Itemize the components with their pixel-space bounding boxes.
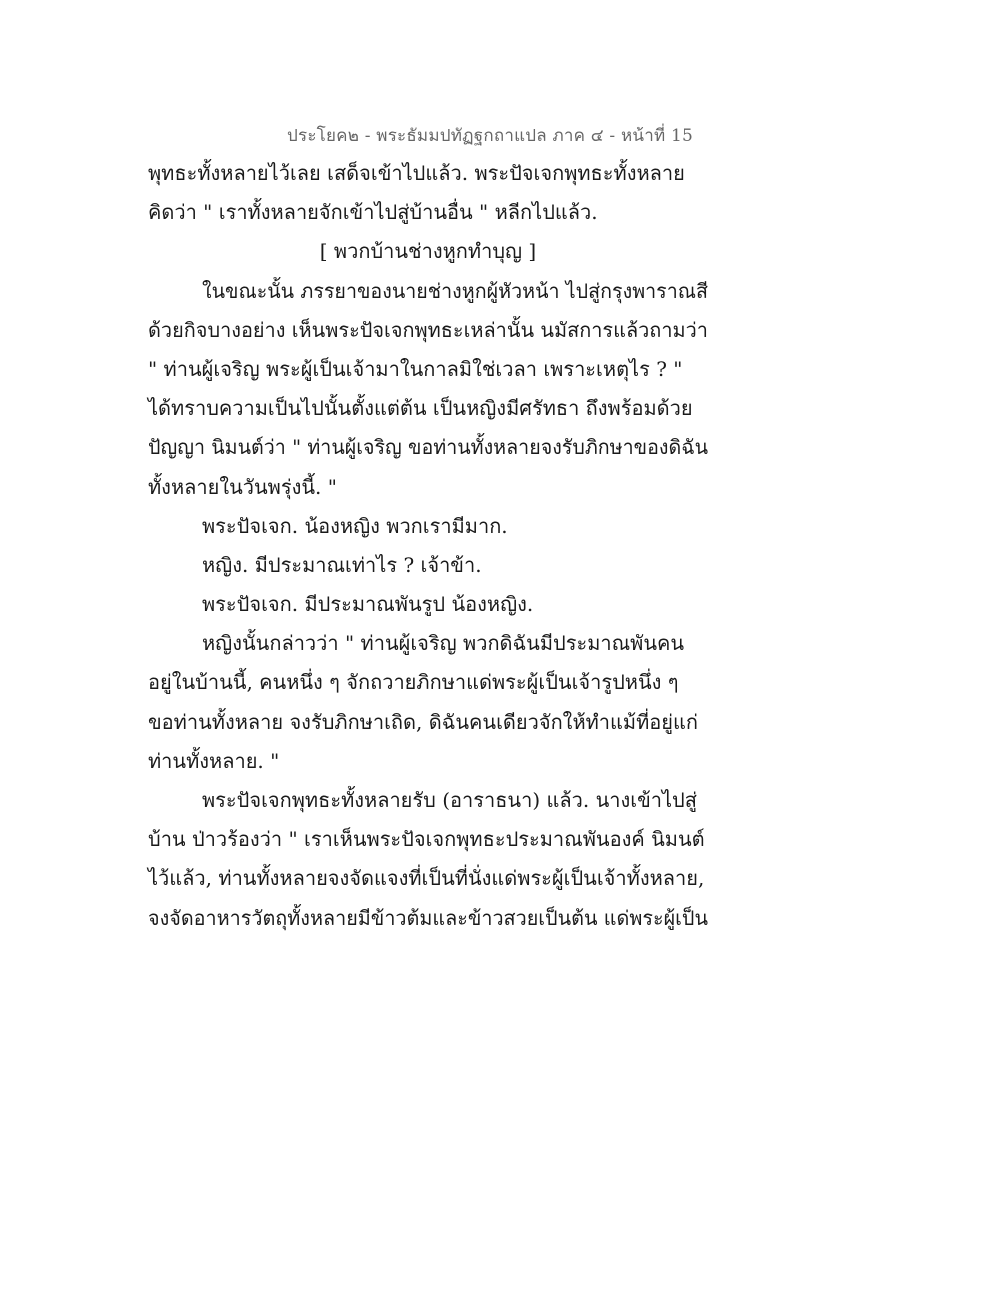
text-line: ด้วยกิจบางอย่าง เห็นพระปัจเจกพุทธะเหล่านั้น นมัสการแล้วถามว่า bbox=[148, 317, 708, 342]
text-line: พระปัจเจกพุทธะทั้งหลายรับ (อาราธนา) แล้ว. นางเข้าไปสู่ bbox=[202, 788, 697, 812]
text-line: หญิงนั้นกล่าวว่า " ท่านผู้เจริญ พวกดิฉันมีประมาณพันคน bbox=[202, 631, 685, 656]
text-line: ได้ทราบความเป็นไปนั้นตั้งแต่ต้น เป็นหญิงมีศรัทธา ถึงพร้อมด้วย bbox=[148, 396, 693, 421]
section-heading: [ พวกบ้านช่างหูกทำบุญ ] bbox=[319, 239, 537, 264]
dialogue-line: พระปัจเจก. มีประมาณพันรูป น้องหญิง. bbox=[202, 592, 534, 617]
text-line: คิดว่า " เราทั้งหลายจักเข้าไปสู่บ้านอื่น " หลีกไปแล้ว. bbox=[148, 200, 598, 225]
text-line: ท่านทั้งหลาย. " bbox=[148, 748, 280, 773]
text-line: อยู่ในบ้านนี้, คนหนึ่ง ๆ จักถวายภิกษาแด่พระผู้เป็นเจ้ารูปหนึ่ง ๆ bbox=[148, 670, 679, 695]
text-line: บ้าน ป่าวร้องว่า " เราเห็นพระปัจเจกพุทธะประมาณพันองค์ นิมนต์ bbox=[148, 827, 705, 852]
text-line: " ท่านผู้เจริญ พระผู้เป็นเจ้ามาในกาลมิใช่เวลา เพราะเหตุไร ? " bbox=[148, 356, 683, 381]
running-header: ประโยค๒ - พระธัมมปทัฏฐกถาแปล ภาค ๔ - หน้าที่ 15 bbox=[287, 126, 693, 146]
text-line: พุทธะทั้งหลายไว้เลย เสด็จเข้าไปแล้ว. พระปัจเจกพุทธะทั้งหลาย bbox=[148, 161, 685, 185]
text-line: ปัญญา นิมนต์ว่า " ท่านผู้เจริญ ขอท่านทั้งหลายจงรับภิกษาของดิฉัน bbox=[148, 435, 709, 460]
body-text bbox=[148, 154, 708, 938]
dialogue-line: หญิง. มีประมาณเท่าไร ? เจ้าข้า. bbox=[202, 552, 482, 577]
text-line: ไว้แล้ว, ท่านทั้งหลายจงจัดแจงที่เป็นที่นั่งแด่พระผู้เป็นเจ้าทั้งหลาย, bbox=[148, 866, 705, 891]
text-line: จงจัดอาหารวัตถุทั้งหลายมีข้าวต้มและข้าวสวยเป็นต้น แด่พระผู้เป็น bbox=[148, 905, 708, 930]
text-line: ทั้งหลายในวันพรุ่งนี้. " bbox=[148, 474, 337, 499]
text-line: ในขณะนั้น ภรรยาของนายช่างหูกผู้หัวหน้า ไปสู่กรุงพาราณสี bbox=[202, 278, 709, 303]
text-line: ขอท่านทั้งหลาย จงรับภิกษาเถิด, ดิฉันคนเดียวจักให้ทำแม้ที่อยู่แก่ bbox=[148, 709, 699, 734]
dialogue-line: พระปัจเจก. น้องหญิง พวกเรามีมาก. bbox=[202, 513, 508, 538]
